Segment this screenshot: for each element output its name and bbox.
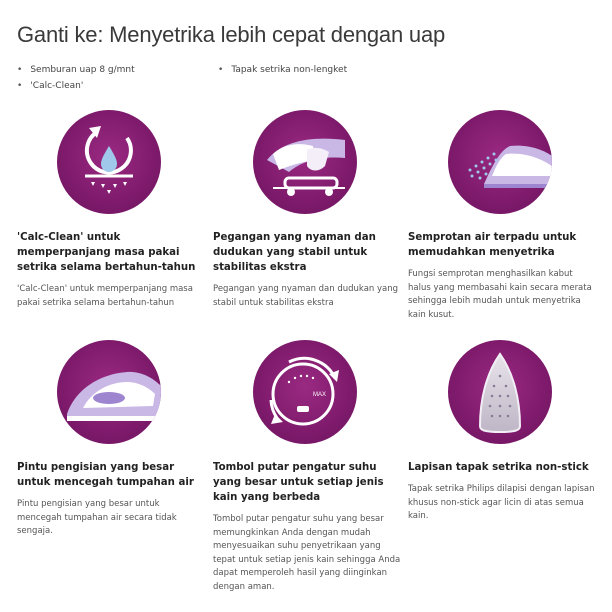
calc-clean-icon <box>57 110 161 214</box>
feature-desc: 'Calc-Clean' untuk memperpanjang masa pakai setrika selama bertahun-tahun <box>17 284 193 308</box>
spec-list-left <box>17 62 135 94</box>
dial-max-label: MAX <box>313 392 327 398</box>
feature-spray <box>408 110 598 322</box>
temperature-dial-icon <box>253 340 357 444</box>
feature-handle <box>213 110 403 310</box>
page-title: Ganti ke: Menyetrika lebih cepat dengan uap <box>17 22 446 47</box>
feature-desc: Pegangan yang nyaman dan dudukan yang stabil untuk stabilitas ekstra <box>213 284 399 308</box>
spec-item: • Semburan uap 8 g/mnt <box>17 62 135 78</box>
spec-list-right <box>218 62 347 78</box>
feature-title: Tombol putar pengatur suhu yang besar untuk setiap jenis kain yang berbeda <box>213 462 384 503</box>
feature-non-stick <box>408 340 598 524</box>
feature-desc: Tapak setrika Philips dilapisi dengan lapisan khusus non-stick agar licin di atas semua kain. <box>408 484 595 521</box>
spec-item: • 'Calc-Clean' <box>17 78 135 94</box>
water-inlet-icon <box>57 340 161 444</box>
feature-water-inlet <box>17 340 207 539</box>
feature-calc-clean <box>17 110 207 310</box>
feature-title: Pegangan yang nyaman dan dudukan yang stabil untuk stabilitas ekstra <box>213 232 376 273</box>
feature-title: Pintu pengisian yang besar untuk mencegah tumpahan air <box>17 462 194 488</box>
non-stick-soleplate-icon <box>448 340 552 444</box>
feature-title: 'Calc-Clean' untuk memperpanjang masa pakai setrika selama bertahun-tahun <box>17 232 196 273</box>
handle-grip-icon <box>253 110 357 214</box>
feature-desc: Pintu pengisian yang besar untuk mencegah tumpahan air secara tidak sengaja. <box>17 499 177 536</box>
feature-title: Lapisan tapak setrika non-stick <box>408 462 589 473</box>
spray-icon <box>448 110 552 214</box>
spec-item: • Tapak setrika non-lengket <box>218 62 347 78</box>
feature-desc: Tombol putar pengatur suhu yang besar memungkinkan Anda dengan mudah menyesuaikan suhu penyetrikaan yang tepat untuk setiap jenis kain sehingga Anda dapat memperoleh hasil yang diinginkan dengan aman. <box>213 514 401 592</box>
feature-temperature-dial <box>213 340 403 594</box>
feature-title: Semprotan air terpadu untuk memudahkan menyetrika <box>408 232 577 258</box>
feature-desc: Fungsi semprotan menghasilkan kabut halus yang membasahi kain secara merata sehingga lebih mudah untuk menyetrika kain kusut. <box>408 269 592 320</box>
